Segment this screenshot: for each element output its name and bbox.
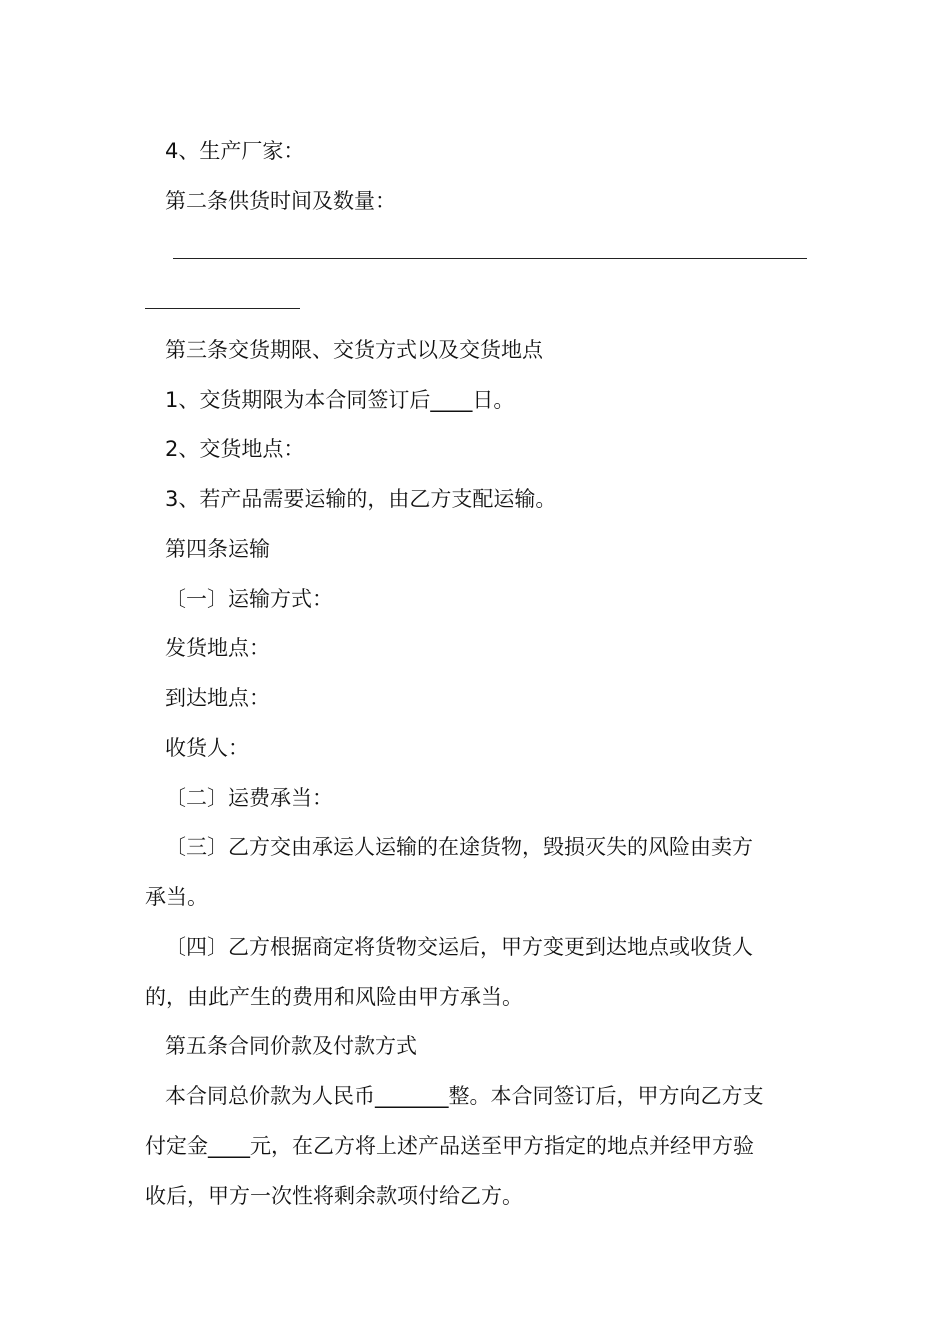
destination: 到达地点： xyxy=(165,686,270,710)
payment-clause-line-2: 付定金____元，在乙方将上述产品送至甲方指定的地点并经甲方验 xyxy=(145,1134,754,1158)
risk-clause-line-2: 承当。 xyxy=(145,885,208,909)
blank-underline xyxy=(145,308,300,309)
delivery-location: 2、交货地点： xyxy=(165,437,305,461)
change-clause-line-1: 〔四〕乙方根据商定将货物交运后，甲方变更到达地点或收货人 xyxy=(165,935,753,959)
blank-underline xyxy=(173,258,807,259)
freight-cost: 〔二〕运费承当： xyxy=(165,786,333,810)
transport-arrangement: 3、若产品需要运输的，由乙方支配运输。 xyxy=(165,487,557,511)
item-manufacturer: 4、生产厂家： xyxy=(165,139,305,163)
article-4-heading: 第四条运输 xyxy=(165,537,270,561)
article-5-heading: 第五条合同价款及付款方式 xyxy=(165,1034,417,1058)
consignee: 收货人： xyxy=(165,736,249,760)
transport-method: 〔一〕运输方式： xyxy=(165,587,333,611)
payment-clause-line-3: 收后，甲方一次性将剩余款项付给乙方。 xyxy=(145,1184,523,1208)
delivery-deadline: 1、交货期限为本合同签订后____日。 xyxy=(165,388,515,412)
change-clause-line-2: 的，由此产生的费用和风险由甲方承当。 xyxy=(145,985,523,1009)
article-2-heading: 第二条供货时间及数量： xyxy=(165,189,396,213)
shipping-origin: 发货地点： xyxy=(165,636,270,660)
article-3-heading: 第三条交货期限、交货方式以及交货地点 xyxy=(165,338,543,362)
payment-clause-line-1: 本合同总价款为人民币_______整。本合同签订后，甲方向乙方支 xyxy=(165,1084,764,1108)
risk-clause-line-1: 〔三〕乙方交由承运人运输的在途货物，毁损灭失的风险由卖方 xyxy=(165,835,753,859)
